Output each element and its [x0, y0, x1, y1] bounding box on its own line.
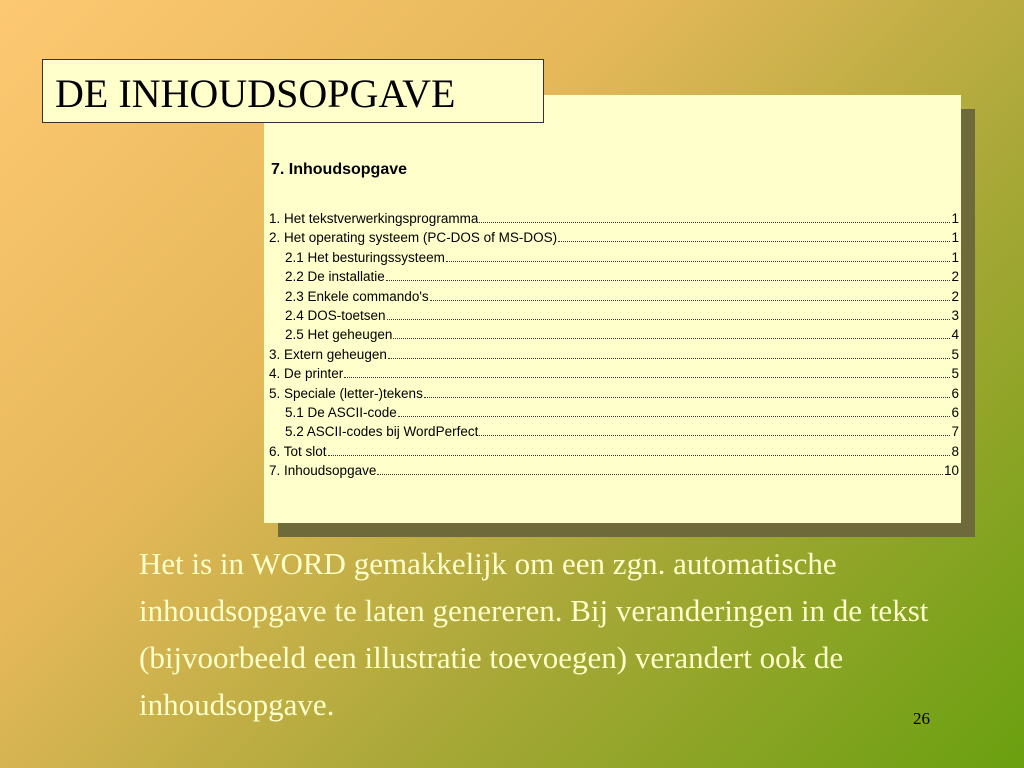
toc-entry-label: 2.1 Het besturingssysteem: [285, 249, 445, 265]
toc-entry-label: 2.2 De installatie: [285, 269, 385, 285]
toc-leader-dots: [398, 403, 951, 417]
toc-entry-page: 8: [951, 443, 959, 459]
toc-entry: [269, 325, 959, 344]
toc-leader-dots: [393, 325, 950, 339]
toc-leader-dots: [479, 422, 950, 436]
toc-entry-label: 2.5 Het geheugen: [285, 327, 393, 343]
toc-entry: [269, 403, 959, 422]
toc-entry: [269, 287, 959, 306]
toc-leader-dots: [479, 209, 950, 223]
toc-entry-page: 5: [951, 346, 959, 362]
toc-leader-dots: [386, 267, 951, 281]
toc-leader-dots: [328, 442, 951, 456]
toc-leader-dots: [430, 287, 951, 301]
toc-leader-dots: [344, 364, 950, 378]
slide-number: 26: [913, 709, 930, 728]
toc-entry-page: 2: [951, 269, 959, 285]
toc-entry-page: 1: [951, 230, 959, 246]
slide-title: DE INHOUDSOPGAVE: [55, 71, 456, 116]
toc-entry-label: 5.1 De ASCII-code: [285, 404, 397, 420]
toc-entry-label: 2. Het operating systeem (PC-DOS of MS-DOS): [269, 230, 558, 246]
toc-entry-page: 7: [951, 424, 959, 440]
toc-entry-page: 6: [951, 385, 959, 401]
toc-entry: [269, 364, 959, 383]
toc-entry: [269, 422, 959, 441]
toc-entry-label: 5. Speciale (letter-)tekens: [269, 385, 423, 401]
toc-leader-dots: [558, 228, 950, 242]
toc-leader-dots: [446, 248, 951, 262]
toc-entry-label: 6. Tot slot: [269, 443, 327, 459]
toc-entry: [269, 345, 959, 364]
toc-entry-page: 3: [951, 307, 959, 323]
toc-entry-label: 5.2 ASCII-codes bij WordPerfect: [285, 424, 479, 440]
toc-entry-label: 2.3 Enkele commando's: [285, 288, 429, 304]
toc-entry-page: 4: [951, 327, 959, 343]
toc-entry-page: 1: [951, 249, 959, 265]
toc-entry: [269, 248, 959, 267]
slide-title-box: [42, 59, 544, 123]
toc-entry-label: 3. Extern geheugen: [269, 346, 387, 362]
toc-entry: [269, 384, 959, 403]
toc-entry-label: 4. De printer: [269, 366, 344, 382]
toc-entry: [269, 267, 959, 286]
toc-entry: [269, 442, 959, 461]
toc-entry-page: 5: [951, 366, 959, 382]
toc-entry-label: 1. Het tekstverwerkingsprogramma: [269, 211, 479, 226]
toc-entry: [269, 228, 959, 247]
toc-leader-dots: [387, 306, 951, 320]
toc-entry-label: 7. Inhoudsopgave: [269, 463, 377, 479]
toc-entry: [269, 209, 959, 228]
toc-entry-page: 10: [943, 463, 959, 479]
slide-body-text: Het is in WORD gemakkelijk om een zgn. automatische inhoudsopgave te laten genereren. Bij veranderingen in de tekst (bijvoorbeeld een illustratie toevoegen) verandert ook de inhoudsopgave.: [139, 546, 929, 722]
document-page: [264, 95, 961, 523]
toc-entry-page: 1: [951, 211, 959, 226]
toc-heading: 7. Inhoudsopgave: [271, 161, 408, 178]
toc-entry: [269, 461, 959, 480]
toc-entry: [269, 306, 959, 325]
toc-leader-dots: [424, 384, 951, 398]
toc-entry-page: 2: [951, 288, 959, 304]
toc-entry-label: 2.4 DOS-toetsen: [285, 307, 386, 323]
toc-leader-dots: [377, 461, 943, 475]
table-of-contents: [269, 209, 959, 480]
toc-entry-page: 6: [951, 404, 959, 420]
toc-leader-dots: [388, 345, 951, 359]
